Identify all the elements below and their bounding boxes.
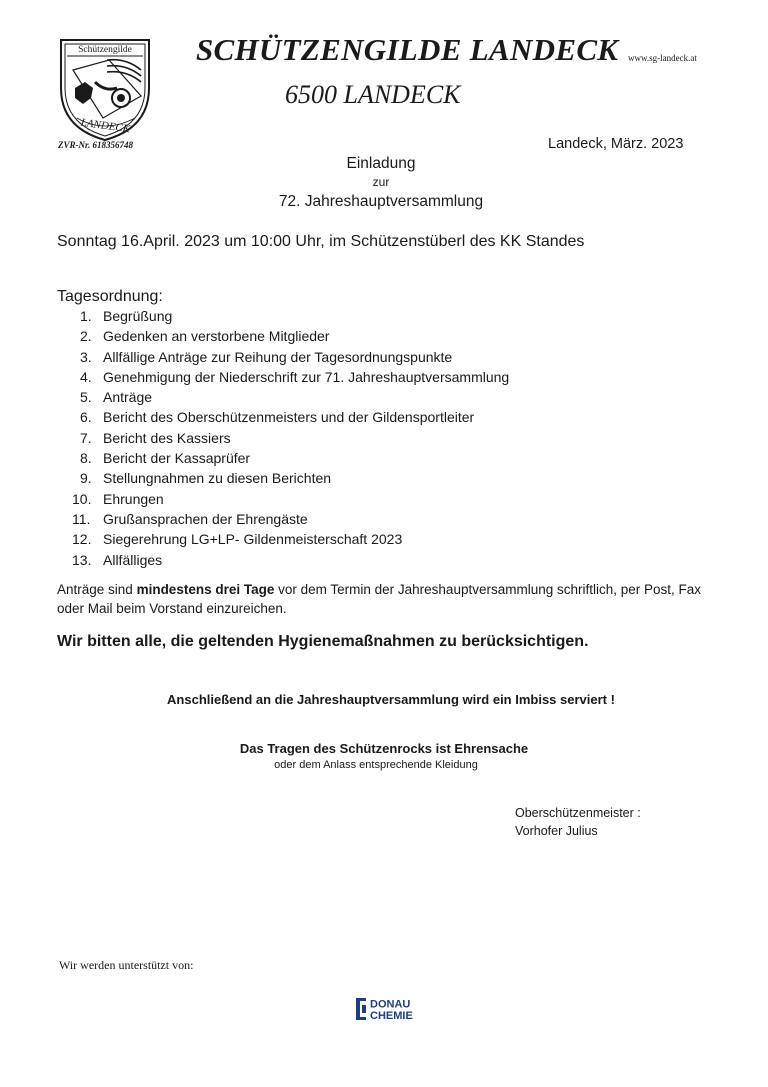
invitation-connector: zur bbox=[372, 175, 390, 189]
agenda-item-text: Begrüßung bbox=[103, 308, 173, 324]
agenda-item bbox=[72, 367, 509, 387]
agenda-item bbox=[72, 347, 509, 367]
agenda-item-text: Anträge bbox=[103, 389, 153, 406]
agenda-item-text: Grußansprachen der Ehrengäste bbox=[103, 510, 308, 527]
invitation-event: 72. Jahreshauptversammlung bbox=[278, 193, 484, 210]
agenda-item-number: 12. bbox=[72, 531, 92, 548]
agenda-title: Tagesordnung: bbox=[57, 288, 163, 305]
sponsor-line2: CHEMIE bbox=[370, 1010, 413, 1021]
invitation-heading: Einladung bbox=[346, 155, 416, 172]
agenda-item-number: 4. bbox=[80, 368, 92, 385]
agenda-item-number: 3. bbox=[80, 348, 92, 365]
crest-bottom-text: LANDECK bbox=[80, 116, 131, 136]
agenda-item-number: 13. bbox=[72, 551, 92, 568]
signatory-name: Vorhofer Julius bbox=[515, 824, 598, 838]
agenda-item bbox=[72, 509, 509, 529]
snack-notice: Anschließend an die Jahreshauptversammlung wird ein Imbiss serviert ! bbox=[167, 692, 615, 707]
hygiene-notice: Wir bitten alle, die geltenden Hygienemaßnahmen zu berücksichtigen. bbox=[57, 633, 589, 650]
agenda-item-number: 5. bbox=[80, 389, 92, 406]
agenda-item-text: Bericht der Kassaprüfer bbox=[103, 450, 251, 467]
agenda-item-number: 11. bbox=[72, 510, 91, 527]
zvr-number: ZVR-Nr. 618356748 bbox=[58, 140, 134, 150]
agenda-list bbox=[72, 306, 509, 570]
dress-code-alternative: oder dem Anlass entsprechende Kleidung bbox=[274, 759, 478, 771]
agenda-item-number: 7. bbox=[80, 429, 92, 446]
agenda-item bbox=[72, 550, 509, 570]
agenda-item bbox=[72, 468, 509, 488]
agenda-item-text: Allfälliges bbox=[103, 551, 163, 568]
submission-note bbox=[57, 580, 717, 618]
date-line: Landeck, März. 2023 bbox=[548, 136, 684, 152]
agenda-item-text: Bericht des Oberschützenmeisters und der Gildensportleiter bbox=[103, 409, 475, 426]
sponsor-logo bbox=[356, 997, 436, 1021]
club-crest-logo bbox=[55, 36, 155, 144]
agenda-item-number: 9. bbox=[80, 470, 92, 487]
crest-banner-text: Schützengilde bbox=[78, 45, 132, 55]
agenda-item-text: Allfällige Anträge zur Reihung der Tagesordnungspunkte bbox=[103, 348, 453, 365]
meeting-date-location: Sonntag 16.April. 2023 um 10:00 Uhr, im Schützenstüberl des KK Standes bbox=[57, 233, 585, 250]
agenda-item bbox=[72, 448, 509, 468]
dress-code-heading: Das Tragen des Schützenrocks ist Ehrensache bbox=[239, 741, 529, 756]
agenda-item bbox=[72, 326, 509, 346]
agenda-item-text: Siegerehrung LG+LP- Gildenmeisterschaft 2023 bbox=[103, 531, 403, 548]
agenda-item bbox=[72, 529, 509, 549]
agenda-item bbox=[72, 387, 509, 407]
agenda-item-text: Stellungnahmen zu diesen Berichten bbox=[103, 470, 332, 487]
agenda-item-number: 10. bbox=[72, 490, 92, 507]
agenda-item-number: 6. bbox=[80, 409, 92, 426]
note-text-after: vor dem Termin der Jahreshauptversammlung schriftlich, per Post, Fax oder Mail beim Vorstand einzureichen. bbox=[57, 582, 702, 616]
club-name-title: SCHÜTZENGILDE LANDECK bbox=[196, 32, 619, 67]
signatory-role: Oberschützenmeister : bbox=[515, 806, 641, 820]
agenda-item bbox=[72, 489, 509, 509]
agenda-item-number: 8. bbox=[80, 450, 92, 467]
agenda-item-number: 1. bbox=[80, 308, 92, 324]
agenda-item bbox=[72, 428, 509, 448]
agenda-item-number: 2. bbox=[80, 328, 92, 345]
website-link[interactable]: www.sg-landeck.at bbox=[628, 53, 697, 63]
support-label: Wir werden unterstützt von: bbox=[59, 958, 194, 972]
agenda-item-text: Gedenken an verstorbene Mitglieder bbox=[103, 328, 330, 345]
agenda-item-text: Bericht des Kassiers bbox=[103, 429, 231, 446]
agenda-item bbox=[72, 407, 509, 427]
agenda-item-text: Genehmigung der Niederschrift zur 71. Jahreshauptversammlung bbox=[103, 368, 510, 385]
sponsor-line1: DONAU bbox=[370, 998, 411, 1011]
note-text-bold: mindestens drei Tage bbox=[136, 582, 275, 597]
note-text-before: Anträge sind bbox=[57, 582, 137, 597]
agenda-item-text: Ehrungen bbox=[103, 490, 164, 507]
agenda-item bbox=[72, 306, 509, 326]
club-city: 6500 LANDECK bbox=[285, 80, 461, 109]
